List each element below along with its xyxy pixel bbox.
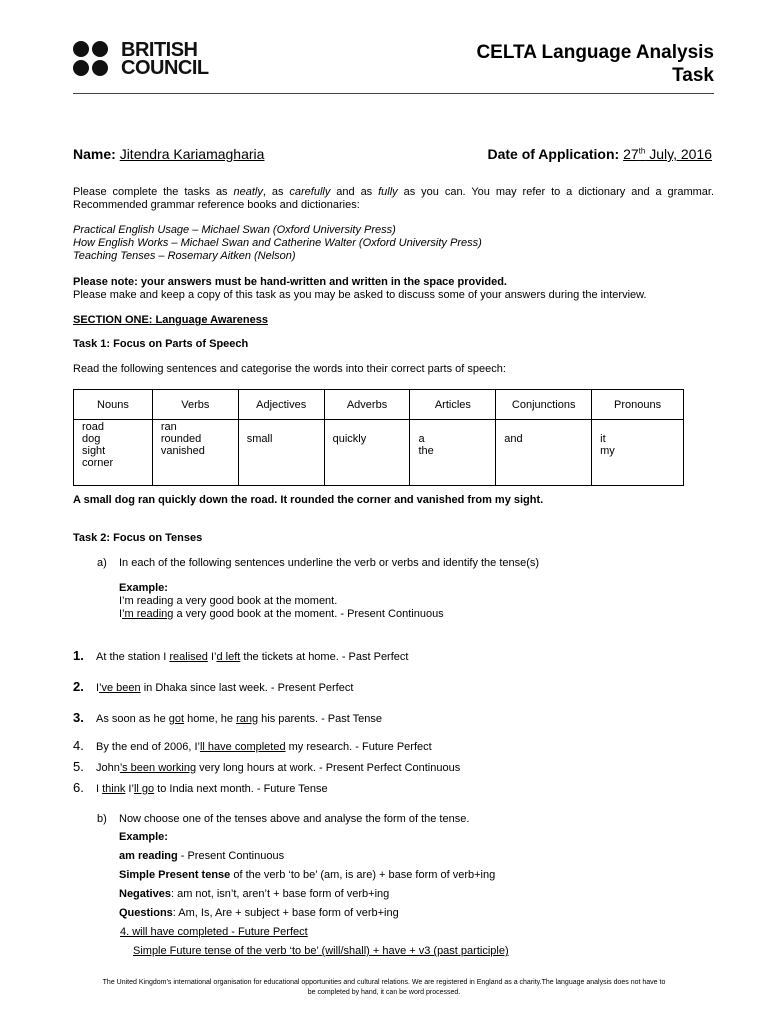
b-example-tense (119, 847, 509, 866)
example-text: I (119, 608, 123, 620)
b-answer-form: Simple Future tense of the verb ‘to be’ (will/shall) + have + v3 (past participle) (133, 945, 509, 957)
task2-a-label: a) (97, 557, 107, 569)
b-simple-present (119, 866, 509, 885)
col-header-pronouns: Pronouns (592, 390, 684, 420)
name-value: Jitendra Kariamagharia (119, 146, 265, 162)
cell-adjectives (238, 420, 324, 486)
b-negatives (119, 885, 509, 904)
page-footer (52, 978, 716, 998)
b-simple-present-text: of the verb ‘to be’ (am, is are) + base form of verb+ing (230, 869, 496, 881)
task1-instruction: Read the following sentences and categorise the words into their correct parts of speech: (73, 363, 506, 375)
table-header-row (74, 390, 684, 420)
item-text: I’ (207, 651, 217, 663)
application-date-line (487, 146, 712, 162)
cell-value: small (246, 433, 273, 445)
item-text: the tickets at home. - Past Perfect (240, 651, 409, 663)
title-line-2: Task (672, 65, 714, 86)
item-text: I (96, 682, 100, 694)
parts-of-speech-table (73, 389, 684, 486)
applicant-name-line (73, 146, 264, 162)
task1-title: Task 1: Focus on Parts of Speech (73, 338, 249, 350)
intro-neatly: neatly (233, 186, 263, 198)
task2-a-instruction: In each of the following sentences underline the verb or verbs and identify the tense(s) (119, 557, 540, 569)
col-header-adverbs: Adverbs (324, 390, 410, 420)
reference-books-list (73, 224, 482, 263)
item-number: 3. (73, 710, 84, 725)
item-number: 4. (73, 738, 84, 753)
footer-line-2: be completed by hand, it can be word processed. (307, 989, 461, 996)
date-rest: July, 2016 (645, 146, 712, 162)
section-one-title: SECTION ONE: Language Awareness (73, 314, 268, 326)
cell-value: and (504, 433, 523, 445)
item-text: By the end of 2006, I’ (96, 741, 200, 753)
task2-title: Task 2: Focus on Tenses (73, 532, 203, 544)
note-plain: Please make and keep a copy of this task as you may be asked to discuss some of your answers during the interview. (73, 289, 647, 301)
name-label: Name: (73, 146, 116, 162)
item-text: his parents. - Past Tense (258, 713, 383, 725)
logo-dot-icon (92, 60, 108, 76)
footer-line-1: The United Kingdom’s international organisation for educational opportunities and cultural relations. We are registered in England as a charity.The language analysis does not have to (102, 979, 666, 986)
cell-articles (410, 420, 496, 486)
task2-example (119, 582, 444, 621)
item-number: 5. (73, 759, 84, 774)
tense-item-1 (73, 648, 408, 663)
date-label: Date of Application: (487, 146, 620, 162)
b-questions-label: Questions (119, 907, 173, 919)
reference-book: Practical English Usage – Michael Swan (Oxford University Press) (73, 224, 396, 236)
item-verb: d left (216, 651, 241, 663)
b-negatives-label: Negatives (119, 888, 171, 900)
cell-value: quickly (332, 433, 367, 445)
item-verb: got (168, 713, 185, 725)
col-header-adjectives: Adjectives (238, 390, 324, 420)
cell-adverbs (324, 420, 410, 486)
item-verb: think (102, 783, 126, 795)
reference-book: How English Works – Michael Swan and Catherine Walter (Oxford University Press) (73, 237, 482, 249)
b-questions (119, 904, 509, 923)
example-label: Example: (119, 582, 168, 594)
intro-paragraph (73, 186, 714, 212)
cell-conjunctions (496, 420, 592, 486)
b-example-label: Example: (119, 831, 168, 843)
b-simple-present-label: Simple Present tense (119, 869, 231, 881)
item-text: I (96, 783, 103, 795)
item-verb: realised (169, 651, 208, 663)
item-text: to India next month. - Future Tense (154, 783, 328, 795)
reference-book: Teaching Tenses – Rosemary Aitken (Nelson) (73, 250, 296, 262)
item-verb: rang (236, 713, 259, 725)
tense-item-3 (73, 710, 382, 725)
col-header-conjunctions: Conjunctions (496, 390, 592, 420)
logo-word-council: COUNCIL (121, 57, 209, 79)
item-verb: ll go (133, 783, 155, 795)
cell-verbs (152, 420, 238, 486)
document-title (476, 41, 714, 87)
intro-text: , as (262, 186, 290, 198)
date-day: 27 (623, 146, 639, 162)
item-text: At the station I (96, 651, 170, 663)
b-negatives-text: : am not, isn’t, aren’t + base form of verb+ing (170, 888, 390, 900)
task2-b-label: b) (97, 813, 107, 825)
item-number: 6. (73, 780, 84, 795)
item-verb: ’s been working (119, 762, 197, 774)
intro-carefully: carefully (289, 186, 331, 198)
b-example-verb: am reading (119, 850, 178, 862)
table-row (74, 420, 684, 486)
item-verb: ll have completed (199, 741, 286, 753)
cell-nouns (74, 420, 153, 486)
intro-text: as you can. You may refer to a dictionary and a grammar. Recommended grammar reference books and dictionaries: (73, 186, 715, 211)
item-text: my research. - Future Perfect (285, 741, 432, 753)
b-example-text: - Present Continuous (177, 850, 285, 862)
task2-b-example (119, 828, 509, 961)
item-number: 1. (73, 648, 84, 663)
logo-dot-icon (73, 41, 89, 57)
b-questions-text: : Am, Is, Are + subject + base form of verb+ing (172, 907, 399, 919)
tense-item-4 (73, 738, 432, 753)
item-number: 2. (73, 679, 84, 694)
example-sentence: I’m reading a very good book at the moment. (119, 595, 338, 607)
intro-text: and as (330, 186, 379, 198)
item-text: I’ (125, 783, 134, 795)
header-divider (73, 93, 714, 94)
col-header-verbs: Verbs (152, 390, 238, 420)
task1-sentence: A small dog ran quickly down the road. It rounded the corner and vanished from my sight. (73, 494, 544, 506)
example-answer (119, 608, 444, 621)
intro-fully: fully (378, 186, 398, 198)
logo-dot-icon (92, 41, 108, 57)
tense-item-6 (73, 780, 328, 795)
logo-dot-icon (73, 60, 89, 76)
title-line-1: CELTA Language Analysis (476, 42, 714, 63)
task2-b-instruction: Now choose one of the tenses above and analyse the form of the tense. (119, 813, 470, 825)
logo-word-british: BRITISH (121, 39, 198, 61)
cell-value: ran rounded vanished (160, 421, 205, 457)
date-value (623, 146, 712, 162)
item-text: John (96, 762, 120, 774)
please-note (73, 276, 647, 302)
example-verb: ’m reading (122, 608, 174, 620)
item-text: As soon as he (96, 713, 169, 725)
item-verb: ’ve been (99, 682, 141, 694)
cell-value: road dog sight corner (82, 421, 114, 469)
cell-pronouns (592, 420, 684, 486)
item-text: very long hours at work. - Present Perfect Continuous (196, 762, 461, 774)
date-suffix: th (638, 146, 646, 156)
tense-item-2 (73, 679, 353, 694)
intro-text: Please complete the tasks as (73, 186, 234, 198)
cell-value: it my (600, 433, 615, 457)
col-header-nouns: Nouns (74, 390, 153, 420)
cell-value: a the (418, 433, 434, 457)
tense-item-5 (73, 759, 460, 774)
col-header-articles: Articles (410, 390, 496, 420)
note-bold: Please note: your answers must be hand-written and written in the space provided. (73, 276, 507, 288)
b-answer-tense: 4. will have completed - Future Perfect (120, 926, 308, 938)
item-text: home, he (184, 713, 237, 725)
item-text: in Dhaka since last week. - Present Perfect (140, 682, 354, 694)
example-text: a very good book at the moment. - Present Continuous (173, 608, 444, 620)
